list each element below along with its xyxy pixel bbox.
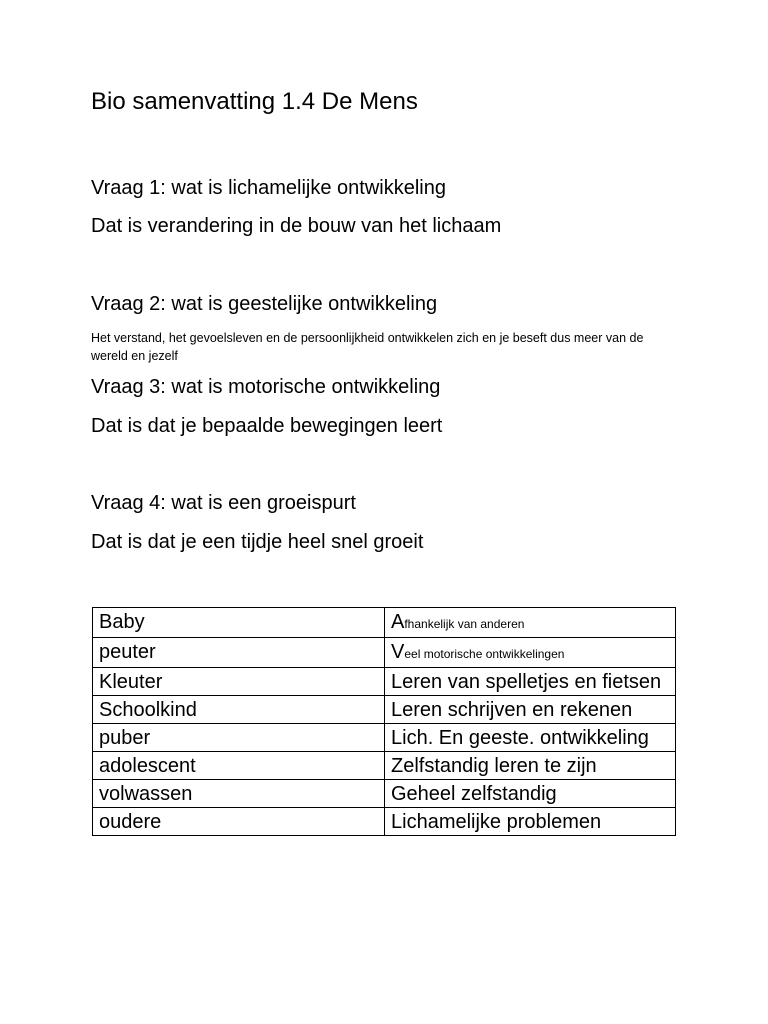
life-stages-table [92,607,676,836]
table-row [93,608,676,638]
description-initial: V [391,641,405,663]
description-cell: Zelfstandig leren te zijn [385,752,676,780]
question-4: Vraag 4: wat is een groeispurt [91,492,356,514]
stage-cell: Kleuter [93,668,385,696]
stage-cell: Baby [93,608,385,638]
stage-cell: volwassen [93,780,385,808]
table-row [93,780,676,808]
description-cell: Lich. En geeste. ontwikkeling [385,724,676,752]
description-cell [385,608,676,638]
stage-cell: puber [93,724,385,752]
description-rest: fhankelijk van anderen [404,617,525,631]
description-cell: Lichamelijke problemen [385,808,676,836]
answer-3: Dat is dat je bepaalde bewegingen leert [91,415,443,437]
stage-cell: oudere [93,808,385,836]
document-title: Bio samenvatting 1.4 De Mens [91,88,418,115]
table-row [93,696,676,724]
question-3: Vraag 3: wat is motorische ontwikkeling [91,376,441,398]
answer-2: Het verstand, het gevoelsleven en de persoonlijkheid ontwikkelen zich en je beseft dus meer van de wereld en jezelf [91,331,644,363]
stage-cell: peuter [93,638,385,668]
description-cell [385,638,676,668]
table-row [93,752,676,780]
description-rest: eel motorische ontwikkelingen [404,647,565,661]
table-row [93,724,676,752]
table-row [93,668,676,696]
description-initial: A [391,611,405,633]
stage-cell: Schoolkind [93,696,385,724]
answer-1: Dat is verandering in de bouw van het lichaam [91,215,502,237]
question-2: Vraag 2: wat is geestelijke ontwikkeling [91,293,438,315]
answer-4: Dat is dat je een tijdje heel snel groeit [91,531,424,553]
description-cell: Leren van spelletjes en fietsen [385,668,676,696]
stage-cell: adolescent [93,752,385,780]
description-cell: Geheel zelfstandig [385,780,676,808]
question-1: Vraag 1: wat is lichamelijke ontwikkeling [91,177,446,199]
table-row [93,808,676,836]
table-row [93,638,676,668]
description-cell: Leren schrijven en rekenen [385,696,676,724]
